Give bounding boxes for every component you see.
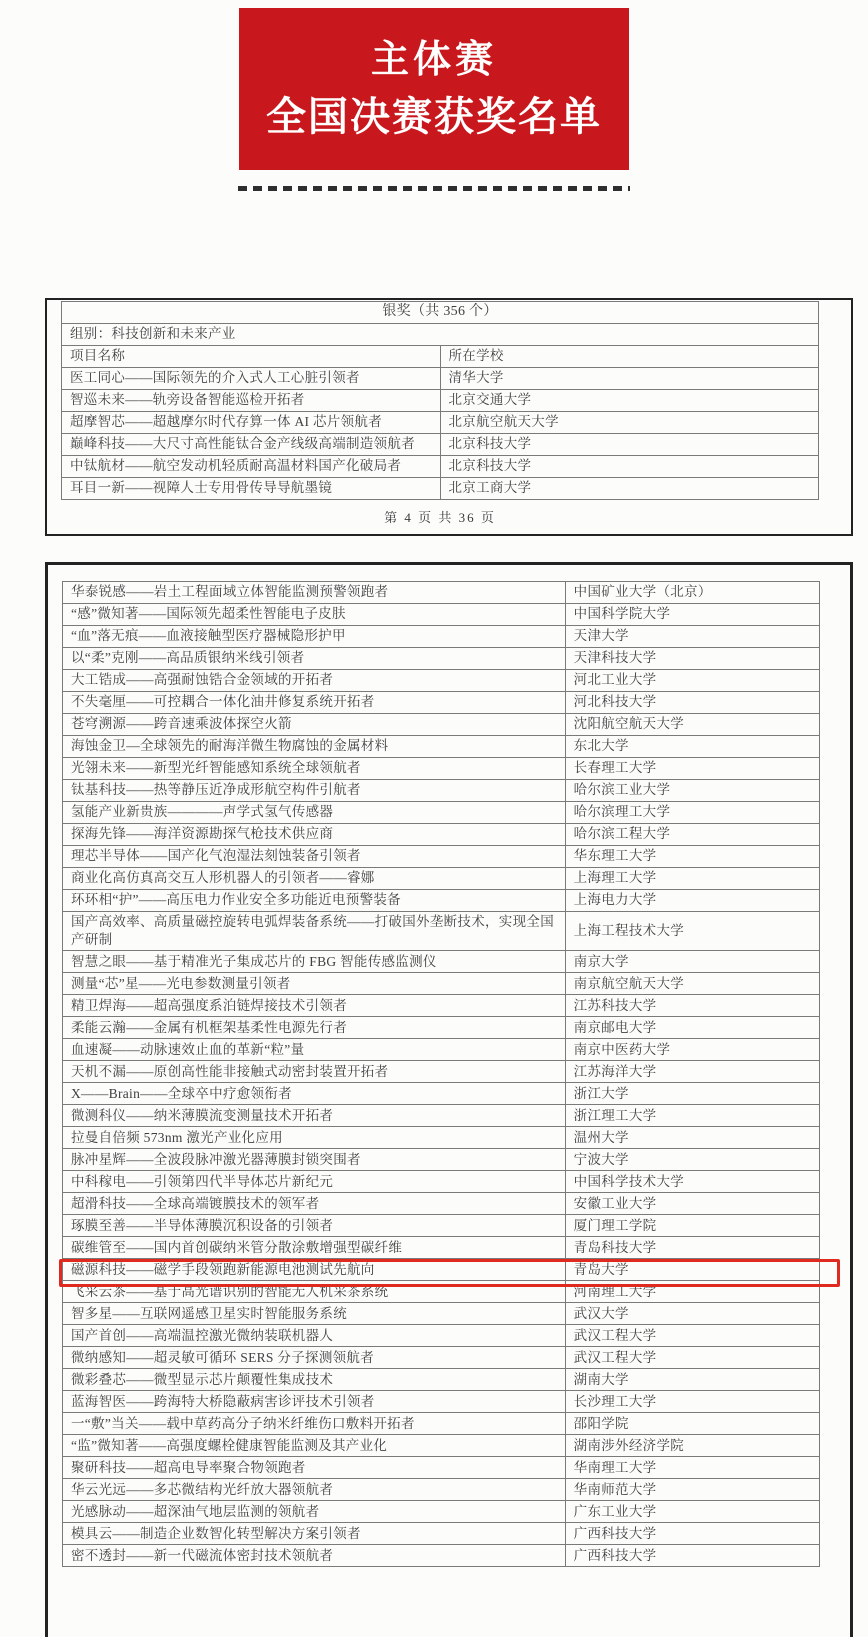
project-cell: 超滑科技——全球高端镀膜技术的领军者 bbox=[63, 1193, 566, 1215]
school-cell: 上海电力大学 bbox=[565, 890, 819, 912]
school-cell: 北京科技大学 bbox=[440, 434, 819, 456]
table-row bbox=[63, 714, 820, 736]
project-cell: 中科稼电——引领第四代半导体芯片新纪元 bbox=[63, 1171, 566, 1193]
project-cell: 模具云——制造企业数智化转型解决方案引领者 bbox=[63, 1523, 566, 1545]
title-banner bbox=[239, 8, 629, 170]
school-cell: 广西科技大学 bbox=[565, 1523, 819, 1545]
project-cell: 飞采云茶——基于高光谱识别的智能无人机采茶系统 bbox=[63, 1281, 566, 1303]
project-cell: 商业化高仿真高交互人形机器人的引领者——睿娜 bbox=[63, 868, 566, 890]
project-cell: 理芯半导体——国产化气泡湿法刻蚀装备引领者 bbox=[63, 846, 566, 868]
table-row bbox=[63, 824, 820, 846]
table-row bbox=[62, 390, 819, 412]
school-cell: 南京中医药大学 bbox=[565, 1039, 819, 1061]
project-cell: “血”落无痕——血液接触型医疗器械隐形护甲 bbox=[63, 626, 566, 648]
school-cell: 广西科技大学 bbox=[565, 1545, 819, 1567]
table-row bbox=[63, 736, 820, 758]
school-cell: 天津科技大学 bbox=[565, 648, 819, 670]
table-row bbox=[63, 1435, 820, 1457]
school-cell: 江苏科技大学 bbox=[565, 995, 819, 1017]
school-cell: 南京航空航天大学 bbox=[565, 973, 819, 995]
table-row bbox=[63, 1303, 820, 1325]
school-cell: 宁波大学 bbox=[565, 1149, 819, 1171]
project-cell: 不失毫厘——可控耦合一体化油井修复系统开拓者 bbox=[63, 692, 566, 714]
page-number-footer: 第 4 页 共 36 页 bbox=[384, 510, 496, 525]
table-row bbox=[63, 1347, 820, 1369]
school-cell: 哈尔滨工程大学 bbox=[565, 824, 819, 846]
table-row bbox=[63, 890, 820, 912]
school-cell: 华东理工大学 bbox=[565, 846, 819, 868]
project-cell: 密不透封——新一代磁流体密封技术领航者 bbox=[63, 1545, 566, 1567]
project-cell: 超摩智芯——超越摩尔时代存算一体 AI 芯片领航者 bbox=[62, 412, 441, 434]
project-cell: 拉曼自倍频 573nm 激光产业化应用 bbox=[63, 1127, 566, 1149]
school-cell: 华南师范大学 bbox=[565, 1479, 819, 1501]
table-row bbox=[63, 912, 820, 951]
banner-title-line1: 主体赛 bbox=[370, 39, 497, 81]
project-cell: 智多星——互联网遥感卫星实时智能服务系统 bbox=[63, 1303, 566, 1325]
table-row bbox=[63, 1281, 820, 1303]
school-cell: 北京科技大学 bbox=[440, 456, 819, 478]
project-cell: X——Brain——全球卒中疗愈领衔者 bbox=[63, 1083, 566, 1105]
school-cell: 华南理工大学 bbox=[565, 1457, 819, 1479]
table-row bbox=[62, 368, 819, 390]
table-row bbox=[62, 412, 819, 434]
project-cell: 柔能云瀚——金属有机框架基柔性电源先行者 bbox=[63, 1017, 566, 1039]
project-cell: 钛基科技——热等静压近净成形航空构件引航者 bbox=[63, 780, 566, 802]
project-cell: 国产高效率、高质量磁控旋转电弧焊装备系统——打破国外垄断技术，实现全国产研制 bbox=[63, 912, 566, 951]
project-cell: 耳目一新——视障人士专用骨传导导航墨镜 bbox=[62, 478, 441, 500]
project-cell: 一“敷”当关——载中草药高分子纳米纤维伤口敷料开拓者 bbox=[63, 1413, 566, 1435]
project-cell: “监”微知著——高强度螺栓健康智能监测及其产业化 bbox=[63, 1435, 566, 1457]
school-cell: 沈阳航空航天大学 bbox=[565, 714, 819, 736]
project-cell: “感”微知著——国际领先超柔性智能电子皮肤 bbox=[63, 604, 566, 626]
table-row bbox=[63, 1193, 820, 1215]
table-row bbox=[63, 780, 820, 802]
project-cell: 医工同心——国际领先的介入式人工心脏引领者 bbox=[62, 368, 441, 390]
project-cell: 碳维管至——国内首创碳纳米管分散涂敷增强型碳纤维 bbox=[63, 1237, 566, 1259]
award-header: 银奖（共 356 个） bbox=[62, 302, 819, 324]
school-cell: 武汉工程大学 bbox=[565, 1325, 819, 1347]
banner-title-line2: 全国决赛获奖名单 bbox=[266, 95, 602, 139]
project-cell: 大工锆成——高强耐蚀锆合金领域的开拓者 bbox=[63, 670, 566, 692]
project-cell: 华云光远——多芯微结构光纤放大器领航者 bbox=[63, 1479, 566, 1501]
table-row bbox=[63, 1391, 820, 1413]
school-cell: 哈尔滨工业大学 bbox=[565, 780, 819, 802]
group-label: 组别：科技创新和未来产业 bbox=[62, 324, 819, 346]
school-cell: 东北大学 bbox=[565, 736, 819, 758]
project-cell: 光翎未来——新型光纤智能感知系统全球领航者 bbox=[63, 758, 566, 780]
table-row bbox=[63, 802, 820, 824]
table-row bbox=[63, 1061, 820, 1083]
school-cell: 清华大学 bbox=[440, 368, 819, 390]
school-cell: 中国科学院大学 bbox=[565, 604, 819, 626]
school-cell: 中国矿业大学（北京） bbox=[565, 582, 819, 604]
project-cell: 琢膜至善——半导体薄膜沉积设备的引领者 bbox=[63, 1215, 566, 1237]
school-cell: 南京大学 bbox=[565, 951, 819, 973]
school-cell: 河南理工大学 bbox=[565, 1281, 819, 1303]
table-row bbox=[63, 1127, 820, 1149]
table-row bbox=[62, 456, 819, 478]
school-cell: 北京航空航天大学 bbox=[440, 412, 819, 434]
school-cell: 江苏海洋大学 bbox=[565, 1061, 819, 1083]
table-row bbox=[63, 692, 820, 714]
table-row bbox=[63, 1479, 820, 1501]
table-row bbox=[63, 868, 820, 890]
school-cell: 武汉大学 bbox=[565, 1303, 819, 1325]
dashed-divider bbox=[238, 186, 630, 191]
school-cell: 青岛科技大学 bbox=[565, 1237, 819, 1259]
table-row bbox=[63, 1369, 820, 1391]
school-cell: 长沙理工大学 bbox=[565, 1391, 819, 1413]
project-cell: 天机不漏——原创高性能非接触式动密封装置开拓者 bbox=[63, 1061, 566, 1083]
table-row bbox=[63, 1259, 820, 1281]
table-row bbox=[63, 1083, 820, 1105]
school-cell: 北京工商大学 bbox=[440, 478, 819, 500]
table-row bbox=[63, 1149, 820, 1171]
table-row bbox=[63, 1413, 820, 1435]
school-cell: 浙江理工大学 bbox=[565, 1105, 819, 1127]
school-cell: 南京邮电大学 bbox=[565, 1017, 819, 1039]
column-header-project: 项目名称 bbox=[62, 346, 441, 368]
table-row bbox=[63, 1215, 820, 1237]
school-cell: 河北科技大学 bbox=[565, 692, 819, 714]
table-row bbox=[63, 973, 820, 995]
table-row bbox=[63, 758, 820, 780]
column-header-school: 所在学校 bbox=[440, 346, 819, 368]
column-header-row bbox=[62, 346, 819, 368]
project-cell: 聚研科技——超高电导率聚合物领跑者 bbox=[63, 1457, 566, 1479]
table-row bbox=[63, 1039, 820, 1061]
table-row bbox=[63, 1523, 820, 1545]
table-row bbox=[63, 1457, 820, 1479]
school-cell: 湖南涉外经济学院 bbox=[565, 1435, 819, 1457]
table-row bbox=[63, 1017, 820, 1039]
table-row bbox=[62, 434, 819, 456]
scanned-page-1 bbox=[45, 298, 853, 536]
school-cell: 天津大学 bbox=[565, 626, 819, 648]
project-cell: 海蚀金卫—全球领先的耐海洋微生物腐蚀的金属材料 bbox=[63, 736, 566, 758]
table-row bbox=[63, 1105, 820, 1127]
table-row bbox=[63, 670, 820, 692]
school-cell: 中国科学技术大学 bbox=[565, 1171, 819, 1193]
table-row bbox=[63, 1545, 820, 1567]
project-cell: 微纳感知——超灵敏可循环 SERS 分子探测领航者 bbox=[63, 1347, 566, 1369]
table-row bbox=[63, 648, 820, 670]
table-row bbox=[62, 478, 819, 500]
group-row bbox=[62, 324, 819, 346]
table-row bbox=[63, 1237, 820, 1259]
school-cell: 厦门理工学院 bbox=[565, 1215, 819, 1237]
project-cell: 巅峰科技——大尺寸高性能钛合金产线级高端制造领航者 bbox=[62, 434, 441, 456]
project-cell: 血速凝——动脉速效止血的革新“粒”量 bbox=[63, 1039, 566, 1061]
school-cell: 湖南大学 bbox=[565, 1369, 819, 1391]
award-table-page1 bbox=[61, 301, 819, 500]
project-cell: 智巡未来——轨旁设备智能巡检开拓者 bbox=[62, 390, 441, 412]
table-row bbox=[63, 626, 820, 648]
school-cell: 安徽工业大学 bbox=[565, 1193, 819, 1215]
school-cell: 广东工业大学 bbox=[565, 1501, 819, 1523]
project-cell: 以“柔”克刚——高品质银纳米线引领者 bbox=[63, 648, 566, 670]
project-cell: 智慧之眼——基于精准光子集成芯片的 FBG 智能传感监测仪 bbox=[63, 951, 566, 973]
table-row bbox=[63, 604, 820, 626]
school-cell: 邵阳学院 bbox=[565, 1413, 819, 1435]
table-row bbox=[63, 1171, 820, 1193]
project-cell: 探海先锋——海洋资源勘探气枪技术供应商 bbox=[63, 824, 566, 846]
school-cell: 武汉工程大学 bbox=[565, 1347, 819, 1369]
project-cell: 环环相“护”——高压电力作业安全多功能近电预警装备 bbox=[63, 890, 566, 912]
project-cell: 精卫焊海——超高强度系泊链焊接技术引领者 bbox=[63, 995, 566, 1017]
school-cell: 上海理工大学 bbox=[565, 868, 819, 890]
project-cell: 中钛航材——航空发动机轻质耐高温材料国产化破局者 bbox=[62, 456, 441, 478]
award-table-page2 bbox=[62, 581, 820, 1567]
school-cell: 北京交通大学 bbox=[440, 390, 819, 412]
school-cell: 青岛大学 bbox=[565, 1259, 819, 1281]
school-cell: 河北工业大学 bbox=[565, 670, 819, 692]
project-cell: 国产首创——高端温控激光微纳装联机器人 bbox=[63, 1325, 566, 1347]
school-cell: 温州大学 bbox=[565, 1127, 819, 1149]
award-header-row bbox=[62, 302, 819, 324]
project-cell: 测量“芯”星——光电参数测量引领者 bbox=[63, 973, 566, 995]
table-row bbox=[63, 846, 820, 868]
project-cell: 微彩叠芯——微型显示芯片颠覆性集成技术 bbox=[63, 1369, 566, 1391]
table-row bbox=[63, 995, 820, 1017]
project-cell: 华泰锐感——岩土工程面域立体智能监测预警领跑者 bbox=[63, 582, 566, 604]
project-cell: 微测科仪——纳米薄膜流变测量技术开拓者 bbox=[63, 1105, 566, 1127]
project-cell: 磁源科技——磁学手段领跑新能源电池测试先航向 bbox=[63, 1259, 566, 1281]
table-row bbox=[63, 951, 820, 973]
project-cell: 苍穹溯源——跨音速乘波体探空火箭 bbox=[63, 714, 566, 736]
school-cell: 浙江大学 bbox=[565, 1083, 819, 1105]
table-row bbox=[63, 582, 820, 604]
school-cell: 长春理工大学 bbox=[565, 758, 819, 780]
table-row bbox=[63, 1325, 820, 1347]
project-cell: 氢能产业新贵族————声学式氢气传感器 bbox=[63, 802, 566, 824]
project-cell: 脉冲星辉——全波段脉冲激光器薄膜封锁突围者 bbox=[63, 1149, 566, 1171]
school-cell: 上海工程技术大学 bbox=[565, 912, 819, 951]
table-row bbox=[63, 1501, 820, 1523]
scanned-page-2 bbox=[45, 562, 853, 1637]
project-cell: 光感脉动——超深油气地层监测的领航者 bbox=[63, 1501, 566, 1523]
project-cell: 蓝海智医——跨海特大桥隐蔽病害诊评技术引领者 bbox=[63, 1391, 566, 1413]
school-cell: 哈尔滨理工大学 bbox=[565, 802, 819, 824]
